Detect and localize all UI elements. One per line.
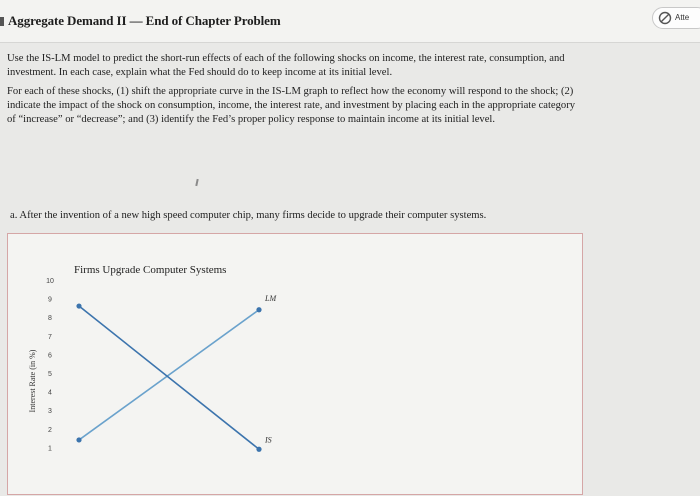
y-axis-label: Interest Rate (in %) bbox=[28, 349, 37, 413]
is-curve-label: IS bbox=[265, 435, 272, 445]
instructions-intro: Use the IS-LM model to predict the short-run effects of each of the following shocks on income, the interest rate, consumption, and investment. In each case, explain what the Fed should do to keep income at its initial level. bbox=[7, 53, 565, 78]
lm-curve-end-point bbox=[256, 307, 261, 312]
question-a: a. After the invention of a new high speed computer chip, many firms decide to upgrade their computer systems. bbox=[10, 210, 487, 221]
lm-curve bbox=[79, 310, 259, 440]
y-tick-label: 2 bbox=[48, 426, 52, 434]
is-lm-chart[interactable] bbox=[8, 234, 582, 494]
attempt-status-label: Atte bbox=[675, 13, 690, 22]
lm-curve-start-point bbox=[76, 437, 81, 442]
y-tick-label: 8 bbox=[48, 315, 52, 323]
y-tick-label: 9 bbox=[48, 296, 52, 304]
instructions bbox=[7, 52, 582, 127]
y-tick-label: 10 bbox=[46, 278, 54, 285]
y-tick-label: 5 bbox=[48, 371, 52, 378]
page-title: Aggregate Demand II — End of Chapter Problem bbox=[8, 13, 281, 28]
lm-curve-label: LM bbox=[265, 293, 277, 303]
attempt-status-button[interactable] bbox=[652, 7, 700, 29]
is-curve bbox=[79, 306, 259, 449]
instructions-steps: For each of these shocks, (1) shift the appropriate curve in the IS-LM graph to reflect how the economy will respond to the shock; (2) indicate the impact of the shock on consumption, income, the interest rate, and investment by placing each in the appropriate category of “increase” or “decrease”; and (3) identify the Fed’s proper policy response to maintain income at its initial level. bbox=[7, 86, 576, 125]
y-tick-label: 4 bbox=[48, 389, 52, 397]
y-tick-label: 3 bbox=[48, 408, 52, 416]
y-tick-label: 6 bbox=[48, 352, 52, 360]
is-lm-graph-panel[interactable] bbox=[7, 233, 583, 495]
left-edge-marker bbox=[0, 17, 4, 26]
cursor-mark bbox=[195, 179, 198, 186]
y-tick-label: 1 bbox=[48, 445, 52, 453]
no-entry-icon bbox=[658, 11, 672, 25]
header-bar bbox=[0, 0, 700, 43]
chart-title: Firms Upgrade Computer Systems bbox=[74, 264, 227, 276]
is-curve-start-point bbox=[76, 303, 81, 308]
is-curve-end-point bbox=[256, 447, 261, 452]
y-tick-label: 7 bbox=[48, 333, 52, 341]
